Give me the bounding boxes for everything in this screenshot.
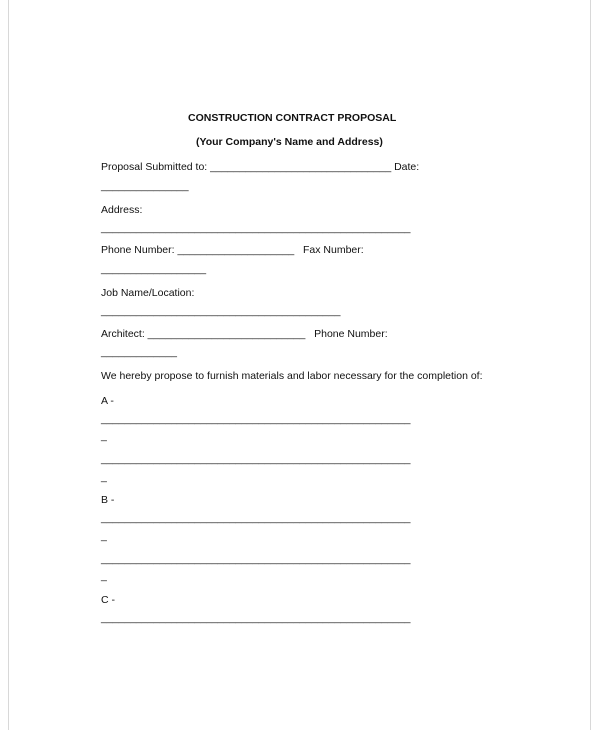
- architect-phone-line: Architect: ___________________________ Phone Number:: [101, 328, 388, 340]
- item-a-dash-2: _: [101, 471, 107, 483]
- document-title: CONSTRUCTION CONTRACT PROPOSAL: [188, 112, 397, 124]
- item-a-line-1: _____________________________________________________: [101, 413, 411, 425]
- item-c-line-1: _____________________________________________________: [101, 612, 411, 624]
- job-line: _________________________________________: [101, 305, 341, 317]
- item-a-label: A -: [101, 395, 114, 407]
- item-a-line-2: _____________________________________________________: [101, 453, 411, 465]
- item-a-dash-1: _: [101, 430, 107, 442]
- address-label: Address:: [101, 204, 143, 216]
- address-line: _____________________________________________________: [101, 222, 411, 234]
- document-page: [8, 0, 591, 730]
- phone-fax-line: Phone Number: ____________________ Fax Number:: [101, 244, 364, 256]
- item-c-label: C -: [101, 594, 115, 606]
- proposal-submitted-line: Proposal Submitted to: _______________________________ Date:: [101, 161, 420, 173]
- item-b-line-2: _____________________________________________________: [101, 553, 411, 565]
- job-label: Job Name/Location:: [101, 287, 195, 299]
- phone-continuation-line: __________________: [101, 263, 207, 275]
- item-b-dash-2: _: [101, 570, 107, 582]
- architect-continuation-line: _____________: [101, 346, 177, 358]
- item-b-line-1: _____________________________________________________: [101, 512, 411, 524]
- propose-text: We hereby propose to furnish materials and labor necessary for the completion of:: [101, 370, 483, 382]
- item-b-label: B -: [101, 494, 115, 506]
- item-b-dash-1: _: [101, 530, 107, 542]
- proposal-continuation-line: _______________: [101, 180, 189, 192]
- document-subtitle: (Your Company's Name and Address): [196, 136, 383, 148]
